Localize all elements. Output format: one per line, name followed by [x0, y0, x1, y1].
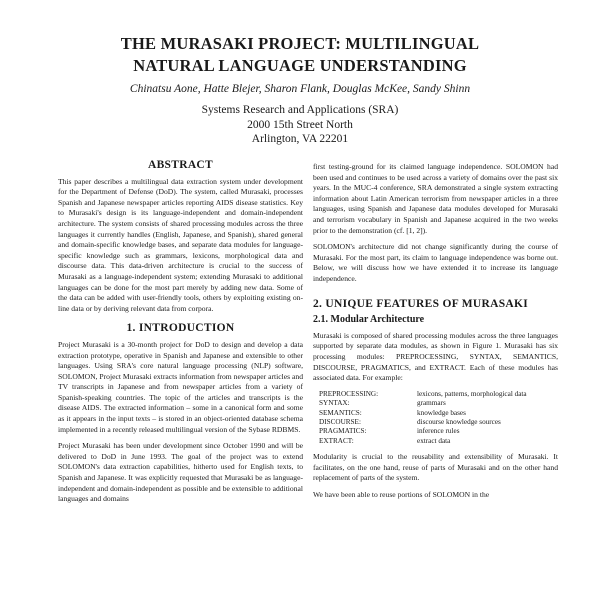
left-column: [58, 160, 303, 511]
abstract-text: This paper describes a multilingual data extraction system under development for the Department of Defense (DoD). The system, called Murasaki, processes Spanish and Japanese newspaper articles reporting AIDS disease statistics. Key to Murasaki's design is its language-independent and domain-independent architecture. The system consists of shared processing modules across the three languages it currently handles (English, Japanese, and Spanish), shared general and domain-specific knowledge bases, and separate data modules for language-specific knowledge such as grammars, lexicons, morphological data and discourse data. This data-driven architecture is crucial to the success of Murasaki as a language-independent system; extending Murasaki to additional languages can be done for the most part merely by adding new data. Some of the data can be added with user-friendly tools, others by exploiting existing on-line data or by deriving relevant data from corpora.: [58, 176, 303, 313]
introduction-paragraph-2: Project Murasaki has been under development since October 1990 and will be delivered to DoD in June 1993. The goal of the project was to extend SOLOMON's data extraction capabilities, hitherto used for English texts, to Spanish and Japanese. It was explicitly requested that Murasaki be as language-independent and domain-independent as possible and be extensible to additional languages and domains: [58, 441, 303, 504]
module-name: SEMANTICS:: [319, 408, 362, 417]
module-data-table: [319, 390, 527, 446]
module-row: [319, 409, 527, 418]
module-row: [319, 437, 527, 446]
affiliation-city: Arlington, VA 22201: [251, 133, 349, 145]
module-row: [319, 399, 527, 408]
module-data: discourse knowledge sources: [417, 417, 501, 426]
abstract-heading: ABSTRACT: [147, 159, 214, 171]
module-row: [319, 427, 527, 436]
affiliation-block: [40, 103, 560, 147]
module-name: PREPROCESSING:: [319, 389, 379, 398]
modular-paragraph-3: We have been able to reuse portions of SOLOMON in the: [313, 489, 490, 499]
unique-features-heading: 2. UNIQUE FEATURES OF MURASAKI: [313, 297, 529, 310]
modular-paragraph-1: Murasaki is composed of shared processing modules across the three languages supported by separate data modules, as shown in Figure 1. Murasaki has six processing modules: PREPROCESSING, SYNTAX, SEMANTICS, DISCOURSE, PRAGMATICS, and EXTRACT. Each of these modules has associated data. For example:: [313, 330, 558, 383]
module-name: SYNTAX:: [319, 399, 350, 408]
module-name: PRAGMATICS:: [319, 427, 367, 436]
introduction-heading: 1. INTRODUCTION: [126, 322, 235, 335]
right-paragraph-1: first testing-ground for its claimed language independence. SOLOMON had been used and continues to be used across a variety of domains over the past six years. In the MUC-4 conference, SRA demonstrated a single system extracting information about Latin American terrorism from newspaper articles in a three languages, using Spanish and Japanese data modules developed for Murasaki and terrorism vocabulary in Spanish and Japanese acquired in the two weeks prior to the demonstration (cf. [1, 2]).: [313, 162, 558, 235]
module-data: extract data: [417, 436, 451, 445]
right-paragraph-2: SOLOMON's architecture did not change significantly during the course of Murasaki. For the most part, its claim to language independence was borne out. Below, we will discuss how we have extended it to increase its language independence.: [313, 242, 558, 283]
right-column: [313, 162, 558, 507]
module-data: inference rules: [417, 427, 460, 436]
module-data: grammars: [417, 399, 446, 408]
affiliation-org: Systems Research and Applications (SRA): [201, 104, 399, 116]
module-name: DISCOURSE:: [319, 417, 361, 426]
modular-architecture-subheading: 2.1. Modular Architecture: [313, 314, 425, 326]
author-list: Chinatsu Aone, Hatte Blejer, Sharon Flank, Douglas McKee, Sandy Shinn: [129, 83, 471, 95]
title-line-2: NATURAL LANGUAGE UNDERSTANDING: [133, 56, 467, 75]
module-name: EXTRACT:: [319, 436, 354, 445]
module-row: [319, 418, 527, 427]
introduction-paragraph-1: Project Murasaki is a 30-month project for DoD to design and develop a data extraction prototype, operative in Spanish and Japanese and extensible to other languages. Using SRA's core natural language processing (NLP) software, SOLOMON, Project Murasaki extracts information from newspaper articles and TV transcripts in Japanese and from newspaper articles from a variety of Spanish-speaking countries. The topic of the articles and transcripts is the disease AIDS. The extracted information – some in a canonical form and some as it appears in the input texts – is stored in an object-oriented database schema implemented in a recently released multilingual version of the Sybase RDBMS.: [58, 339, 303, 434]
module-data: knowledge bases: [417, 408, 466, 417]
module-row: [319, 390, 527, 399]
title-line-1: THE MURASAKI PROJECT: MULTILINGUAL: [120, 34, 480, 53]
affiliation-street: 2000 15th Street North: [247, 118, 353, 131]
modular-paragraph-2: Modularity is crucial to the reusability and extensibility of Murasaki. It facilitates, on the one hand, reuse of parts of Murasaki and on the other hand replacement of parts of the system.: [313, 452, 558, 483]
module-data: lexicons, patterns, morphological data: [417, 389, 527, 398]
paper-title: [40, 33, 560, 77]
